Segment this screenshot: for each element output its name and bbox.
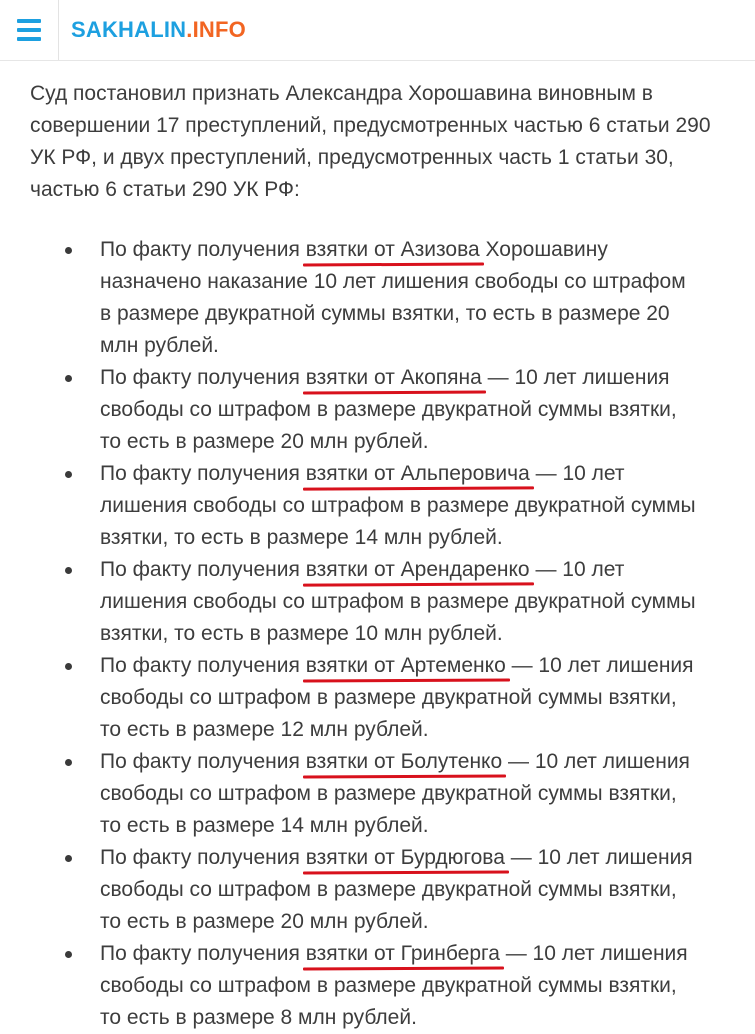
highlighted-name: взятки от Гринберга <box>305 942 500 965</box>
sentence-list <box>30 234 730 1034</box>
article-body <box>30 78 730 1034</box>
logo-dot: . <box>186 17 193 42</box>
list-item <box>30 842 700 938</box>
list-item <box>30 362 700 458</box>
site-logo[interactable] <box>71 16 246 44</box>
highlighted-name: взятки от Арендаренко <box>305 558 530 581</box>
header-divider <box>58 0 59 60</box>
item-prefix: По факту получения <box>100 238 306 261</box>
bullet-icon <box>65 951 72 958</box>
list-item <box>30 746 700 842</box>
bullet-icon <box>65 247 72 254</box>
hamburger-menu-icon[interactable] <box>0 0 58 60</box>
logo-main: SAKHALIN <box>71 17 187 42</box>
item-text: — 10 лет лишения свободы со штрафом в размере двукратной суммы взятки, то есть в размере 14 млн рублей. <box>100 462 696 549</box>
list-item <box>30 650 700 746</box>
highlighted-name: взятки от Бурдюгова <box>305 846 505 869</box>
item-prefix: По факту получения <box>100 462 306 485</box>
item-text: — 10 лет лишения свободы со штрафом в размере двукратной суммы взятки, то есть в размере 10 млн рублей. <box>100 558 696 645</box>
list-item <box>30 234 700 362</box>
highlighted-name: взятки от Артеменко <box>305 654 506 677</box>
item-prefix: По факту получения <box>100 942 306 965</box>
logo-tld: INFO <box>192 17 246 42</box>
item-prefix: По факту получения <box>100 750 306 773</box>
site-header <box>0 0 755 61</box>
item-prefix: По факту получения <box>100 654 306 677</box>
menu-line <box>17 28 41 32</box>
item-prefix: По факту получения <box>100 846 306 869</box>
highlighted-name: взятки от Акопяна <box>305 366 482 389</box>
article-intro: Суд постановил признать Александра Хорошавина виновным в совершении 17 преступлений, предусмотренных частью 6 статьи 290 УК РФ, и двух преступлений, предусмотренных часть 1 статьи 30, частью 6 статьи 290 УК РФ: <box>30 82 711 201</box>
highlighted-name: взятки от Азизова <box>305 238 480 261</box>
list-item <box>30 458 700 554</box>
bullet-icon <box>65 471 72 478</box>
item-text: — 10 лет лишения свободы со штрафом в размере двукратной суммы взятки, то есть в размере 14 млн рублей. <box>100 750 690 837</box>
highlighted-name: взятки от Болутенко <box>305 750 503 773</box>
item-text: — 10 лет лишения свободы со штрафом в размере двукратной суммы взятки, то есть в размере 20 млн рублей. <box>100 846 693 933</box>
bullet-icon <box>65 567 72 574</box>
item-text: — 10 лет лишения свободы со штрафом в размере двукратной суммы взятки, то есть в размере 20 млн рублей. <box>100 366 677 453</box>
item-text: — 10 лет лишения свободы со штрафом в размере двукратной суммы взятки, то есть в размере 8 млн рублей. <box>100 942 688 1029</box>
bullet-icon <box>65 759 72 766</box>
bullet-icon <box>65 663 72 670</box>
highlighted-name: взятки от Альперовича <box>305 462 530 485</box>
bullet-icon <box>65 375 72 382</box>
item-prefix: По факту получения <box>100 558 306 581</box>
item-text: Хорошавину назначено наказание 10 лет лишения свободы со штрафом в размере двукратной суммы взятки, то есть в размере 20 млн рублей. <box>100 238 686 357</box>
item-prefix: По факту получения <box>100 366 306 389</box>
list-item <box>30 938 700 1034</box>
menu-line <box>17 37 41 41</box>
item-text: — 10 лет лишения свободы со штрафом в размере двукратной суммы взятки, то есть в размере 12 млн рублей. <box>100 654 694 741</box>
bullet-icon <box>65 855 72 862</box>
menu-line <box>17 19 41 23</box>
list-item <box>30 554 700 650</box>
